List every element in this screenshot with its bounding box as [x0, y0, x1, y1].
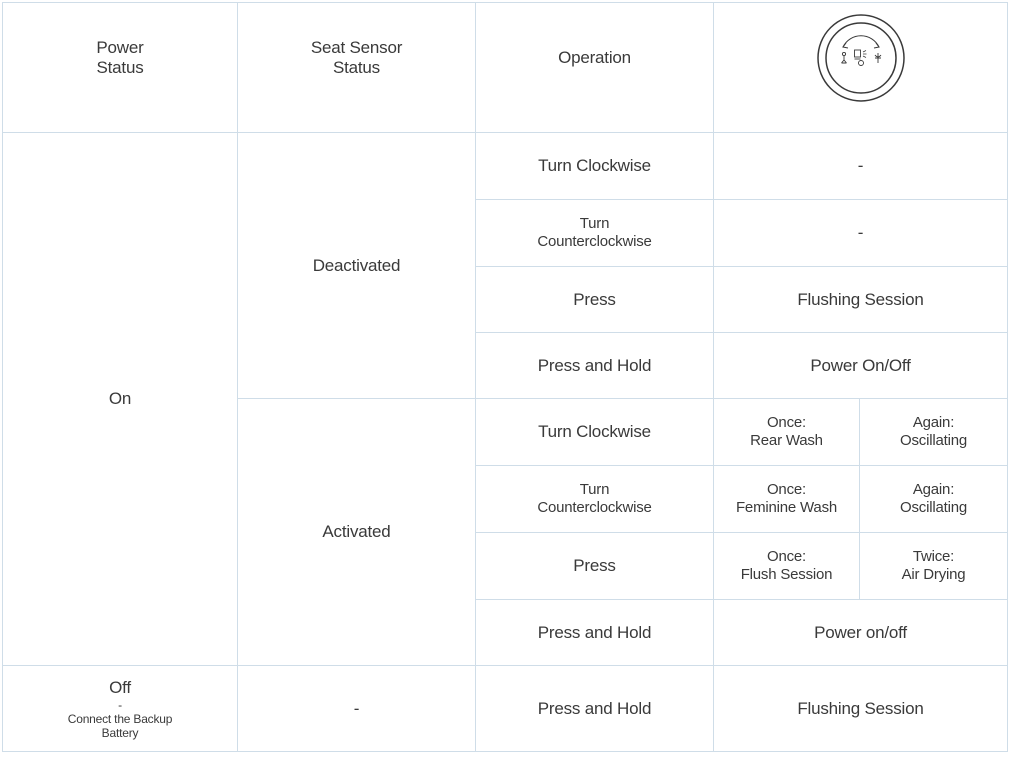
result-second-cell: Again: Oscillating: [860, 466, 1008, 533]
result-second-cell: Twice: Air Drying: [860, 533, 1008, 600]
power-on-cell: On: [3, 133, 238, 666]
power-off-cell: Off - Connect the Backup Battery: [3, 666, 238, 752]
seat-sensor-off-cell: -: [238, 666, 476, 752]
result-cell: -: [714, 133, 1008, 200]
operation-cell: Press and Hold: [476, 333, 714, 399]
operation-cell: Press and Hold: [476, 666, 714, 752]
result-cell: Power On/Off: [714, 333, 1008, 399]
seat-deactivated-cell: Deactivated: [238, 133, 476, 399]
header-seat-sensor-status: Seat Sensor Status: [238, 3, 476, 133]
result-first-cell: Once: Flush Session: [714, 533, 860, 600]
result-cell: -: [714, 200, 1008, 267]
operation-cell: Turn Counterclockwise: [476, 200, 714, 267]
operation-table: [2, 2, 1008, 752]
operation-cell: Press: [476, 533, 714, 600]
rotary-knob-icon: [816, 13, 906, 103]
result-second-cell: Again: Oscillating: [860, 399, 1008, 466]
result-first-cell: Once: Feminine Wash: [714, 466, 860, 533]
seat-activated-cell: Activated: [238, 399, 476, 666]
header-knob-cell: [714, 3, 1008, 133]
operation-cell: Press and Hold: [476, 600, 714, 666]
operation-cell: Turn Clockwise: [476, 133, 714, 200]
operation-cell: Turn Counterclockwise: [476, 466, 714, 533]
operation-cell: Turn Clockwise: [476, 399, 714, 466]
result-cell: Flushing Session: [714, 666, 1008, 752]
header-power-status: Power Status: [3, 3, 238, 133]
operation-cell: Press: [476, 267, 714, 333]
header-operation: Operation: [476, 3, 714, 133]
result-cell: Flushing Session: [714, 267, 1008, 333]
result-cell: Power on/off: [714, 600, 1008, 666]
result-first-cell: Once: Rear Wash: [714, 399, 860, 466]
